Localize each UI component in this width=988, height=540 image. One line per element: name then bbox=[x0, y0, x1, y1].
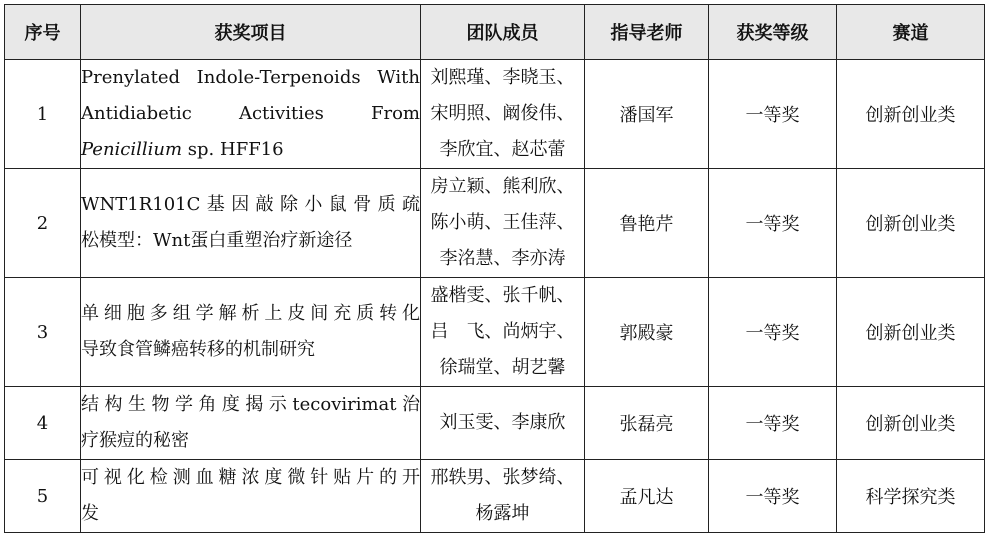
project-line: 疗猴痘的秘密 bbox=[81, 430, 189, 451]
member-line: 李欣宜、赵芯蕾 bbox=[439, 139, 566, 160]
project-line: 单细胞多组学解析上皮间充质转化 bbox=[81, 303, 420, 324]
project-cell bbox=[81, 460, 421, 533]
header-row bbox=[5, 5, 985, 60]
track-cell: 科学探究类 bbox=[837, 460, 985, 533]
project-line: 导致食管鳞癌转移的机制研究 bbox=[81, 339, 315, 360]
project-italic-text: Penicillium bbox=[81, 139, 183, 160]
table-row bbox=[5, 460, 985, 533]
advisor-cell: 潘国军 bbox=[585, 60, 709, 169]
track-cell: 创新创业类 bbox=[837, 278, 985, 387]
level-cell: 一等奖 bbox=[709, 169, 837, 278]
members-cell bbox=[421, 460, 585, 533]
project-line: WNT1R101C基因敲除小鼠骨质疏 bbox=[81, 194, 420, 215]
project-cell bbox=[81, 278, 421, 387]
member-line: 宋明照、阚俊伟、 bbox=[430, 103, 575, 124]
member-line: 杨露坤 bbox=[475, 503, 530, 524]
header-advisor: 指导老师 bbox=[585, 5, 709, 60]
row-index: 1 bbox=[5, 60, 81, 169]
member-line: 刘熙瑾、李晓玉、 bbox=[430, 67, 575, 88]
members-cell bbox=[421, 387, 585, 460]
table-row bbox=[5, 278, 985, 387]
advisor-cell: 鲁艳芹 bbox=[585, 169, 709, 278]
level-cell: 一等奖 bbox=[709, 60, 837, 169]
table-row bbox=[5, 60, 985, 169]
header-level: 获奖等级 bbox=[709, 5, 837, 60]
table-row bbox=[5, 169, 985, 278]
advisor-cell: 孟凡达 bbox=[585, 460, 709, 533]
row-index: 4 bbox=[5, 387, 81, 460]
row-index: 3 bbox=[5, 278, 81, 387]
member-line: 李洺慧、李亦涛 bbox=[439, 248, 566, 269]
project-cell bbox=[81, 60, 421, 169]
members-cell bbox=[421, 278, 585, 387]
header-index: 序号 bbox=[5, 5, 81, 60]
project-line: Prenylated Indole-Terpenoids With bbox=[81, 67, 420, 88]
track-cell: 创新创业类 bbox=[837, 387, 985, 460]
members-cell bbox=[421, 60, 585, 169]
member-line: 刘玉雯、李康欣 bbox=[439, 412, 566, 433]
header-project: 获奖项目 bbox=[81, 5, 421, 60]
project-tail-text: sp. HFF16 bbox=[182, 139, 284, 160]
project-cell bbox=[81, 169, 421, 278]
project-line bbox=[81, 132, 420, 168]
member-line: 徐瑞堂、胡艺馨 bbox=[439, 357, 566, 378]
level-cell: 一等奖 bbox=[709, 387, 837, 460]
advisor-cell: 张磊亮 bbox=[585, 387, 709, 460]
table-row bbox=[5, 387, 985, 460]
awards-table bbox=[4, 4, 985, 533]
member-line: 邢轶男、张梦绮、 bbox=[430, 467, 575, 488]
level-cell: 一等奖 bbox=[709, 278, 837, 387]
project-line: 可视化检测血糖浓度微针贴片的开 bbox=[81, 467, 420, 488]
advisor-cell: 郭殿豪 bbox=[585, 278, 709, 387]
member-line: 房立颖、熊利欣、 bbox=[430, 176, 575, 197]
row-index: 5 bbox=[5, 460, 81, 533]
project-line: 松模型：Wnt蛋白重塑治疗新途径 bbox=[81, 230, 353, 251]
project-line: Antidiabetic Activities From bbox=[81, 103, 420, 124]
level-cell: 一等奖 bbox=[709, 460, 837, 533]
project-cell bbox=[81, 387, 421, 460]
header-track: 赛道 bbox=[837, 5, 985, 60]
row-index: 2 bbox=[5, 169, 81, 278]
members-cell bbox=[421, 169, 585, 278]
member-line: 盛楷雯、张千帆、 bbox=[430, 285, 575, 306]
member-line: 吕 飞、尚炳宇、 bbox=[430, 321, 575, 342]
track-cell: 创新创业类 bbox=[837, 60, 985, 169]
header-members: 团队成员 bbox=[421, 5, 585, 60]
project-line: 结构生物学角度揭示tecovirimat治 bbox=[81, 394, 420, 415]
project-line: 发 bbox=[81, 503, 99, 524]
member-line: 陈小萌、王佳萍、 bbox=[430, 212, 575, 233]
track-cell: 创新创业类 bbox=[837, 169, 985, 278]
